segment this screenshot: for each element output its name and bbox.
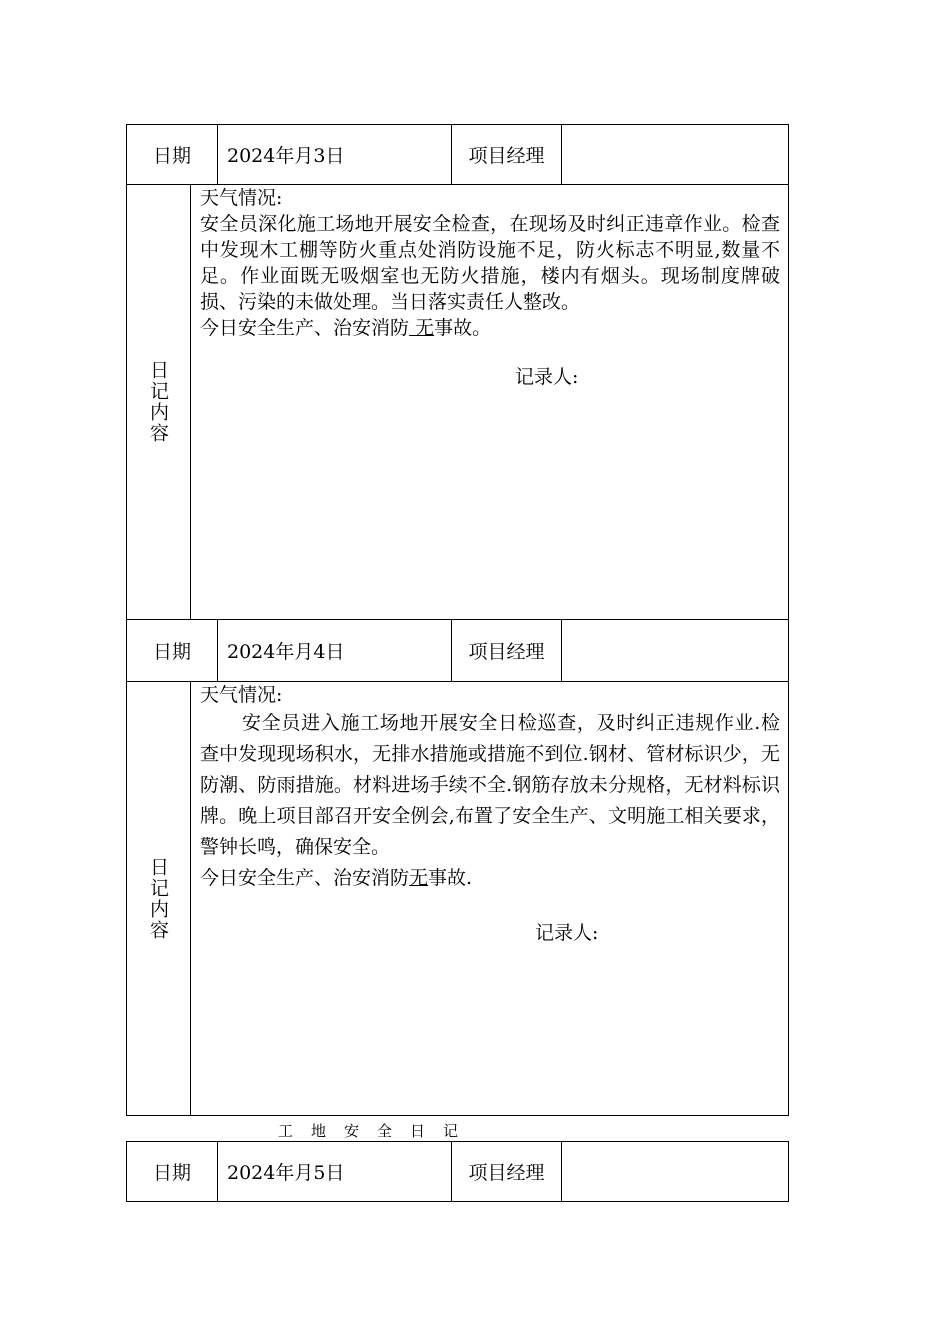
date-label: 日期 bbox=[127, 620, 218, 681]
side-label: 日记内容 bbox=[147, 856, 169, 941]
content-row bbox=[127, 682, 788, 1115]
body-text: 安全员进入施工场地开展安全日检巡查，及时纠正违规作业.检查中发现现场积水，无排水措施或措施不到位.钢材、管材标识少，无防潮、防雨措施。材料进场手续不全.钢筋存放未分规格，无材料标识牌。晚上项目部召开安全例会,布置了安全生产、文明施工相关要求，警钟长鸣，确保安全。 bbox=[200, 712, 780, 858]
summary-line bbox=[200, 315, 780, 341]
manager-label: 项目经理 bbox=[452, 620, 562, 681]
summary-pre: 今日安全生产、治安消防 bbox=[200, 867, 410, 889]
summary-post: 事故。 bbox=[434, 317, 492, 339]
date-label: 日期 bbox=[127, 125, 218, 184]
side-label-cell bbox=[127, 682, 191, 1115]
content-row bbox=[127, 185, 788, 619]
diary-caption: 工地安全日记 bbox=[278, 1122, 477, 1140]
summary-under: 无 bbox=[409, 867, 429, 889]
manager-label: 项目经理 bbox=[452, 1142, 562, 1201]
diary-table-3 bbox=[126, 1141, 789, 1202]
header-row bbox=[127, 125, 788, 185]
body-text: 安全员深化施工场地开展安全检查，在现场及时纠正违章作业。检查中发现木工棚等防火重点处消防设施不足，防火标志不明显,数量不足。作业面既无吸烟室也无防火措施，楼内有烟头。现场制度牌破损、污染的未做处理。当日落实责任人整改。 bbox=[200, 213, 780, 313]
side-label: 日记内容 bbox=[147, 360, 169, 444]
weather-line: 天气情况: bbox=[200, 684, 283, 706]
weather-line: 天气情况: bbox=[200, 187, 283, 209]
manager-value bbox=[561, 125, 788, 184]
summary-under: 无 bbox=[409, 317, 435, 339]
date-value: 2024年月5日 bbox=[217, 1142, 452, 1201]
side-label-cell bbox=[127, 185, 191, 619]
manager-label: 项目经理 bbox=[452, 125, 562, 184]
date-value: 2024年月4日 bbox=[217, 620, 452, 681]
recorder-label: 记录人: bbox=[515, 366, 579, 388]
summary-post: 事故. bbox=[428, 867, 473, 889]
content-cell bbox=[200, 682, 780, 894]
recorder-label: 记录人: bbox=[535, 922, 599, 944]
header-row bbox=[127, 1142, 788, 1201]
summary-line bbox=[200, 863, 780, 894]
summary-pre: 今日安全生产、治安消防 bbox=[200, 317, 410, 339]
manager-value bbox=[561, 620, 788, 681]
date-value: 2024年月3日 bbox=[217, 125, 452, 184]
content-cell bbox=[200, 185, 780, 341]
date-label: 日期 bbox=[127, 1142, 218, 1201]
header-row bbox=[127, 620, 788, 682]
diary-table-1 bbox=[126, 124, 789, 620]
diary-table-2 bbox=[126, 619, 789, 1116]
manager-value bbox=[561, 1142, 788, 1201]
